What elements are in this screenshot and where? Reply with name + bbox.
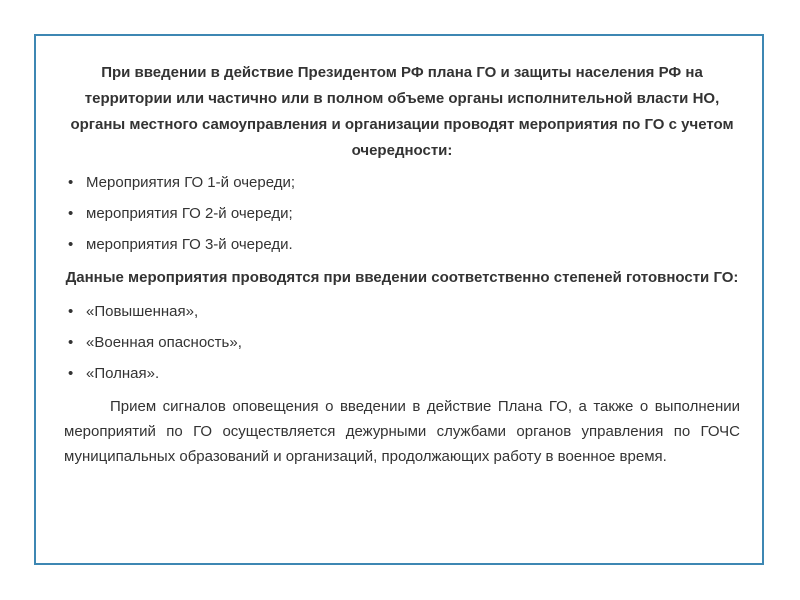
list-item [64,203,740,225]
list-item [64,172,740,194]
list-item [64,363,740,385]
list-readiness-levels [64,301,740,385]
list-item-text: Мероприятия ГО 1-й очереди; [86,174,296,191]
list-item-text: «Повышенная», [86,303,199,320]
bullet-icon: • [68,303,74,320]
list-go-stages [64,172,740,256]
list-item [64,332,740,354]
heading-readiness-levels: Данные мероприятия проводятся при введении соответственно степеней готовности ГО: [65,269,739,286]
bullet-icon: • [68,174,74,191]
bullet-icon: • [68,236,74,253]
slide-frame [34,34,764,565]
bullet-icon: • [68,365,74,382]
list-item-text: «Полная». [86,365,160,382]
list-item-text: мероприятия ГО 2-й очереди; [86,205,293,222]
heading-go-plan: При введении в действие Президентом РФ плана ГО и защиты населения РФ на территории или частично или в полном объеме органы исполнительной власти НО, органы местного самоуправления и организации проводят мероприятия по ГО с учетом очередности: [70,64,734,159]
list-item-text: мероприятия ГО 3-й очереди. [86,236,293,253]
bullet-icon: • [68,205,74,222]
slide-content [64,58,740,469]
list-item-text: «Военная опасность», [86,334,242,351]
list-item [64,301,740,323]
list-item [64,234,740,256]
paragraph-signal-reception: Прием сигналов оповещения о введении в действие Плана ГО, а также о выполнении мероприятий по ГО осуществляется дежурными службами органов управления по ГОЧС муниципальных образований и организаций, продолжающих работу в военное время. [64,398,740,465]
bullet-icon: • [68,334,74,351]
